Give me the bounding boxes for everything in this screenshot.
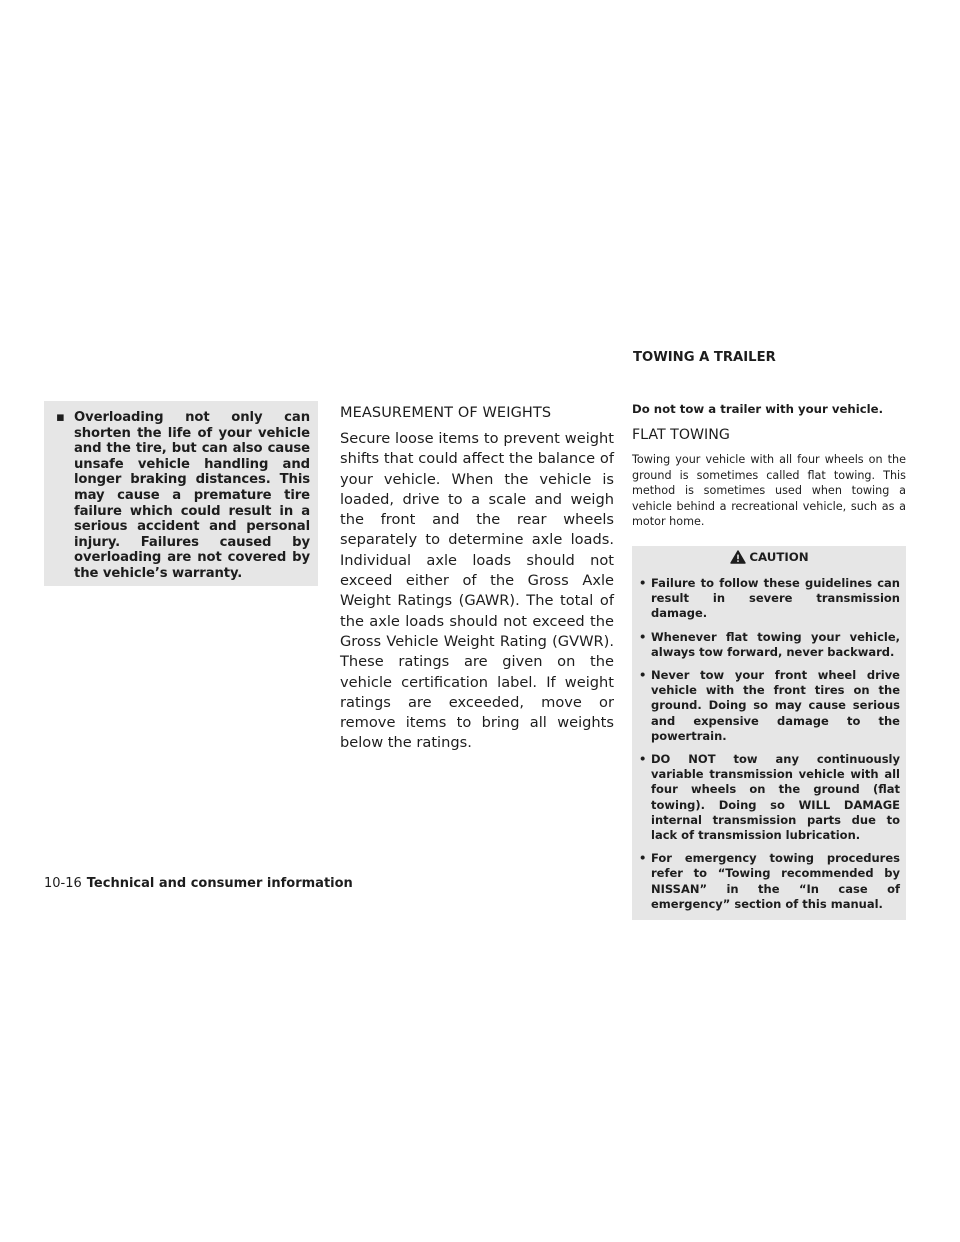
- bullet-marker: •: [639, 575, 647, 590]
- caution-item: [639, 752, 900, 843]
- section-title: Technical and consumer information: [86, 876, 353, 891]
- caution-item-text: Never tow your front wheel drive vehicle with the front tires on the ground. Doing so may cause serious and expensive damage to the powertrain.: [651, 667, 900, 743]
- warning-item: [56, 410, 310, 582]
- bullet-marker: •: [639, 752, 647, 766]
- measurement-body: Secure loose items to prevent weight shifts that could affect the balance of your vehicle. When the vehicle is loaded, drive to a scale and weigh the front and the rear wheels separately to determine axle loads. Individual axle loads should not exceed either of the Gross Axle Weight Ratings (GAWR). The total of the axle loads should not exceed the Gross Vehicle Weight Rating (GVWR). These ratings are given on the vehicle certification label. If weight ratings are exceeded, move or remove items to bring all weights below the ratings.: [340, 430, 614, 752]
- caution-item: [639, 630, 900, 660]
- bullet-marker: •: [639, 667, 647, 682]
- towing-section: [632, 350, 906, 920]
- caution-item: [639, 576, 900, 622]
- bullet-marker: •: [639, 629, 647, 644]
- warning-box: [44, 401, 318, 586]
- caution-title: CAUTION: [749, 549, 809, 564]
- bullet-marker: ▪: [56, 410, 65, 425]
- towing-notice: Do not tow a trailer with your vehicle.: [632, 402, 884, 416]
- caution-item: [639, 851, 900, 912]
- caution-item-text: Failure to follow these guidelines can result in severe transmission damage.: [651, 575, 900, 621]
- caution-item-text: Whenever flat towing your vehicle, always tow forward, never backward.: [651, 629, 900, 659]
- flat-towing-body: Towing your vehicle with all four wheels on the ground is sometimes called flat towing. This method is sometimes used when towing a vehicle behind a recreational vehicle, such as a motor home.: [632, 453, 906, 529]
- flat-towing-heading: FLAT TOWING: [632, 427, 730, 443]
- measurement-heading: MEASUREMENT OF WEIGHTS: [340, 405, 552, 421]
- caution-item-text: For emergency towing procedures refer to “Towing recommended by NISSAN” in the “In case of emergency” section of this manual.: [651, 851, 900, 911]
- caution-item-text: DO NOT tow any continuously variable transmission vehicle with all four wheels on the ground (flat towing). Doing so WILL DAMAGE internal transmission parts due to lack of transmission lubrication.: [651, 752, 900, 843]
- measurement-section: [340, 404, 614, 754]
- caution-header: [639, 550, 900, 564]
- page-number: 10-16: [44, 876, 82, 891]
- bullet-marker: •: [639, 851, 647, 866]
- warning-triangle-icon: [730, 550, 746, 564]
- warning-text: Overloading not only can shorten the life of your vehicle and the tire, but can also cause unsafe vehicle handling and longer braking distances. This may cause a premature tire failure which could result in a serious accident and personal injury. Failures caused by overloading are not covered by the vehicle’s warranty.: [74, 410, 310, 581]
- caution-item: [639, 668, 900, 744]
- caution-box: [632, 546, 906, 920]
- page-footer: [44, 876, 353, 891]
- towing-heading: TOWING A TRAILER: [633, 350, 776, 365]
